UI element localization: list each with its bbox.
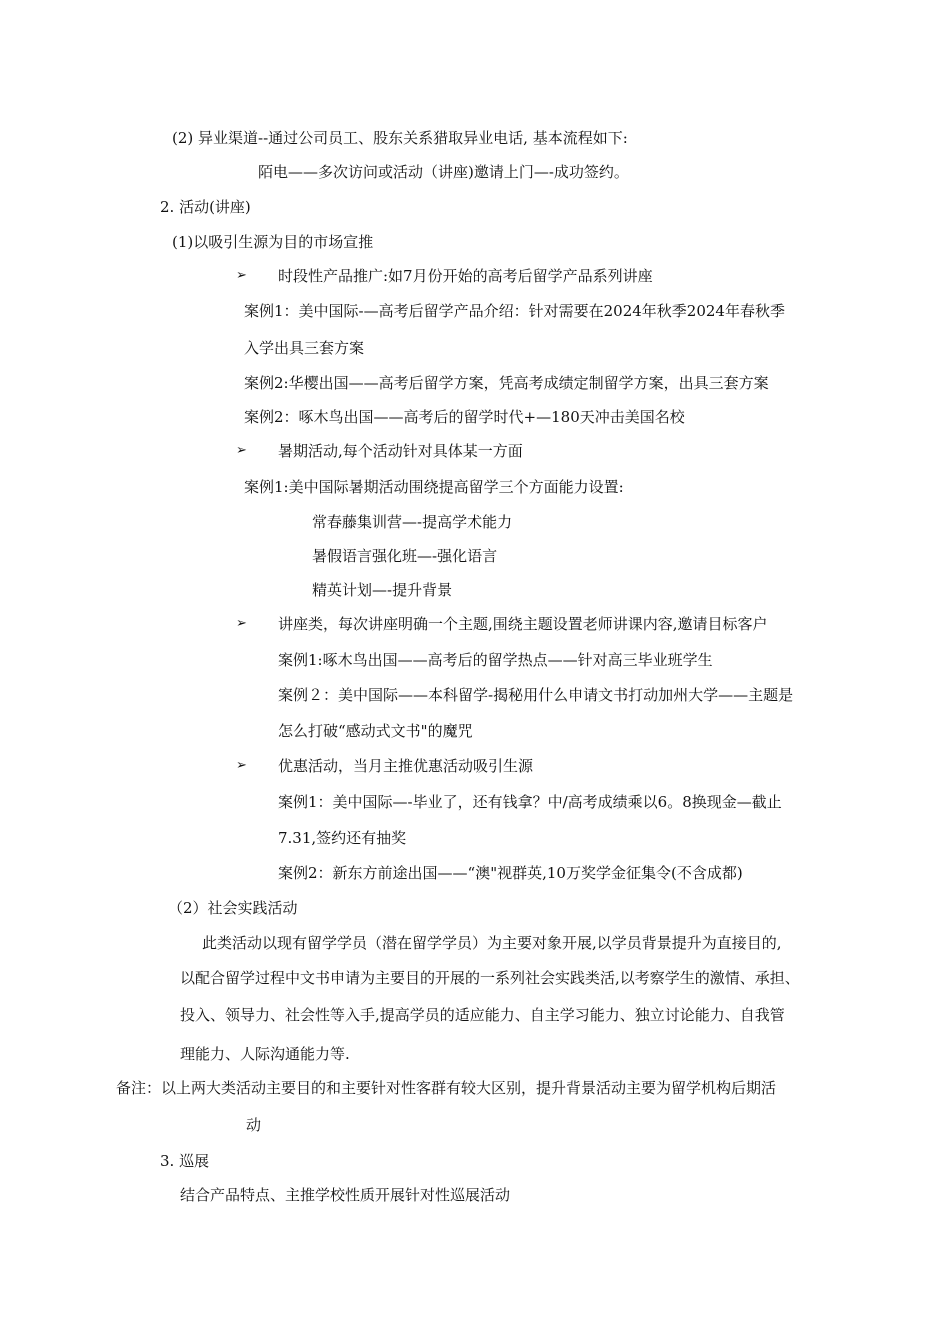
case-line: 案例2：啄木鸟出国——高考后的留学时代+—180天冲击美国名校: [244, 408, 685, 426]
paragraph-line: 结合产品特点、主推学校性质开展针对性巡展活动: [180, 1186, 511, 1204]
bullet-arrow-icon: ➢: [236, 443, 247, 458]
case-line: 7.31,签约还有抽奖: [278, 829, 407, 847]
subsection-heading: （2）社会实践活动: [168, 899, 298, 917]
paragraph-line: 以配合留学过程中文书申请为主要目的开展的一系列社会实践类活,以考察学生的激情、承担、: [180, 969, 800, 987]
bullet-line: 时段性产品推广:如7月份开始的高考后留学产品系列讲座: [278, 267, 653, 285]
note-line: 备注：以上两大类活动主要目的和主要针对性客群有较大区别，提升背景活动主要为留学机构后期活: [116, 1079, 777, 1097]
case-line: 案例1：美中国际-—高考后留学产品介绍：针对需要在2024年秋季2024年春秋季: [244, 302, 785, 320]
bullet-line: 讲座类，每次讲座明确一个主题,围绕主题设置老师讲课内容,邀请目标客户: [278, 615, 768, 633]
case-line: 怎么打破“感动式文书"的魔咒: [278, 722, 473, 740]
case-line: 案例1：美中国际—-毕业了，还有钱拿？中/高考成绩乘以6。8换现金—截止: [278, 793, 782, 811]
paragraph-line: 投入、领导力、社会性等入手,提高学员的适应能力、自主学习能力、独立讨论能力、自我管: [180, 1006, 785, 1024]
paragraph-line: 此类活动以现有留学学员（潜在留学学员）为主要对象开展,以学员背景提升为直接目的,: [202, 934, 782, 952]
paragraph-line: 陌电——多次访问或活动（讲座)邀请上门—-成功签约。: [258, 163, 629, 181]
case-line: 入学出具三套方案: [244, 339, 365, 357]
bullet-arrow-icon: ➢: [236, 616, 247, 631]
paragraph-line: 理能力、人际沟通能力等.: [180, 1045, 350, 1063]
section-heading: 2. 活动(讲座): [160, 198, 251, 216]
subsection-heading: (1)以吸引生源为目的市场宣推: [172, 233, 374, 251]
case-line: 案例2：新东方前途出国——“澳"视群英,10万奖学金征集令(不含成都): [278, 864, 743, 882]
case-line: 案例1:啄木鸟出国——高考后的留学热点——针对高三毕业班学生: [278, 651, 713, 669]
case-item: 常春藤集训营—-提高学术能力: [312, 513, 513, 531]
bullet-arrow-icon: ➢: [236, 758, 247, 773]
case-item: 暑假语言强化班—-强化语言: [312, 547, 498, 565]
case-item: 精英计划—-提升背景: [312, 581, 453, 599]
note-line: 动: [246, 1116, 262, 1134]
bullet-arrow-icon: ➢: [236, 268, 247, 283]
case-line: 案例1:美中国际暑期活动围绕提高留学三个方面能力设置:: [244, 478, 624, 496]
paragraph-line: (2) 异业渠道--通过公司员工、股东关系猎取异业电话, 基本流程如下:: [172, 129, 628, 147]
section-heading: 3. 巡展: [160, 1152, 210, 1170]
bullet-line: 暑期活动,每个活动针对具体某一方面: [278, 442, 523, 460]
case-line: 案例２：美中国际——本科留学-揭秘用什么申请文书打动加州大学——主题是: [278, 686, 794, 704]
case-line: 案例2:华樱出国——高考后留学方案，凭高考成绩定制留学方案，出具三套方案: [244, 374, 769, 392]
bullet-line: 优惠活动，当月主推优惠活动吸引生源: [278, 757, 534, 775]
